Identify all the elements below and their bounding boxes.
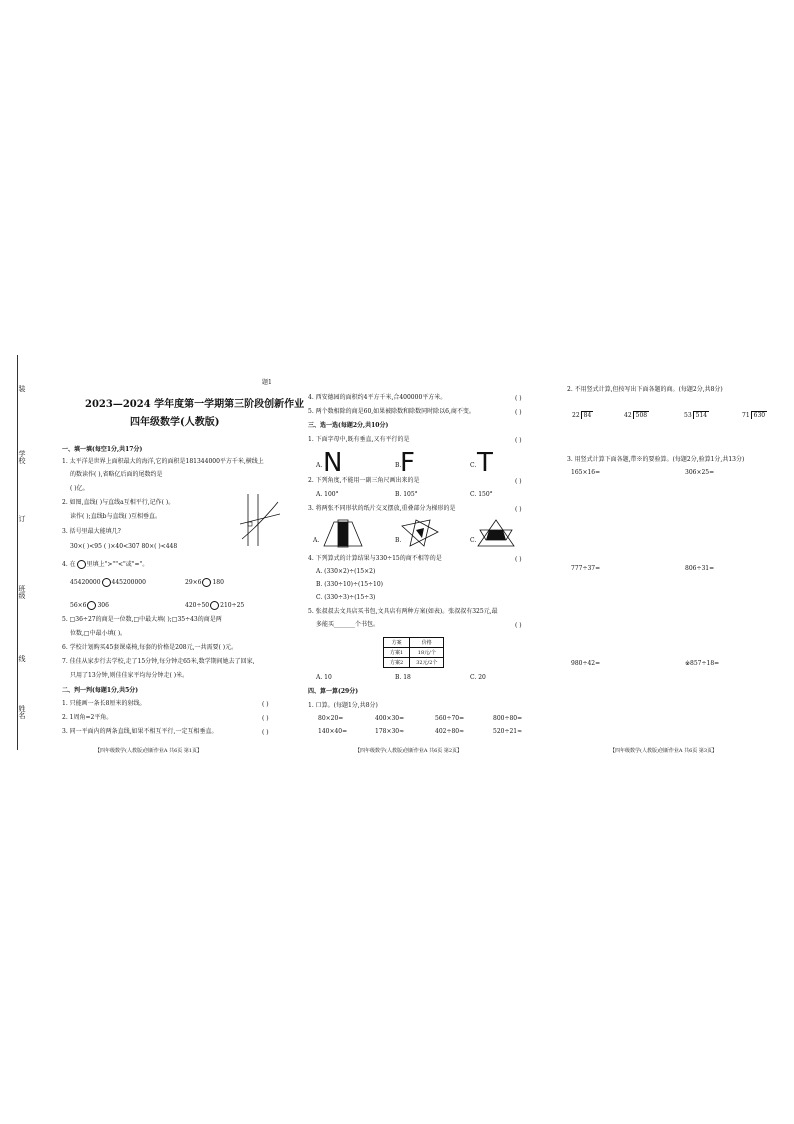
- binding-label: 订: [18, 515, 26, 522]
- long-division: [742, 413, 767, 419]
- vertical-calc: 306×25=: [685, 469, 715, 476]
- option-text: A. 100°: [316, 491, 339, 498]
- letter-option: N: [323, 448, 343, 478]
- answer-paren[interactable]: ( ): [515, 478, 522, 485]
- judge-item: 5. 两个数相除的商是60,如果被除数和除数同时除以6,商不变。: [308, 408, 475, 415]
- choice-question: 多能买_______个书包。: [316, 621, 380, 628]
- choice-question: 3. 将两张不同形状的纸片交叉摆放,重叠部分为梯形的是: [308, 505, 456, 512]
- vertical-calc: ※857÷18=: [685, 660, 720, 667]
- judge-item: 2. 1周角=2平角。: [62, 714, 113, 721]
- compare-row: [185, 578, 224, 587]
- answer-paren[interactable]: ( ): [515, 395, 522, 402]
- compare-value: 180: [212, 579, 224, 586]
- dividend: 630: [751, 411, 767, 419]
- compare-circle[interactable]: [202, 578, 211, 587]
- question-text: 位数,□中最小填( )。: [70, 630, 127, 637]
- option-text: A. 10: [316, 674, 332, 681]
- shape-option-b: [400, 518, 440, 548]
- compare-value: 45420000: [70, 579, 101, 586]
- page-footer: 【四年级数学(人教版)创新作业A 共6页 第3页】: [610, 748, 718, 754]
- option-label: A.: [316, 462, 323, 469]
- binding-label: 线: [18, 655, 26, 662]
- judge-item: 4. 西安德园的面积约4平方千米,合400000平方米。: [308, 394, 447, 401]
- divisor: 42: [624, 412, 632, 419]
- judge-item: 3. 同一平面内的两条直线,如果不相互平行,一定互相垂直。: [62, 728, 218, 735]
- dividend: 514: [693, 411, 709, 419]
- page-title: 2023—2024 学年度第一学期第三阶段创新作业: [85, 399, 305, 410]
- page-subtitle: 四年级数学(人教版): [130, 417, 220, 428]
- compare-row: [70, 601, 109, 610]
- vertical-calc: 777÷37=: [571, 565, 601, 572]
- question-text: 只用了13分钟,则佳佳家平均每分钟走( )米。: [70, 672, 189, 679]
- table-row: [384, 658, 444, 668]
- binding-label: 姓名: [18, 705, 26, 719]
- binding-label: 学校: [18, 450, 26, 464]
- oral-item: 402÷80≈: [435, 728, 465, 735]
- letter-option: T: [477, 448, 493, 478]
- answer-paren[interactable]: ( ): [515, 506, 522, 513]
- vertical-calc: 980÷42=: [571, 660, 601, 667]
- question-text: 7. 佳佳从家步行去学校,走了15分钟,每分钟走65米,数学期间她去了回家,: [62, 658, 255, 665]
- table-cell: 方案1: [384, 648, 410, 658]
- oral-item: 140×40=: [318, 728, 348, 735]
- compare-row: [185, 601, 244, 610]
- letter-option: F: [400, 448, 415, 478]
- question-text: 2. 如图,直线( )与直线a互相平行,记作( )。: [62, 499, 175, 506]
- calc-heading: 1. 口算。(每题1分,共8分): [308, 702, 378, 709]
- table-row: [384, 648, 444, 658]
- compare-circle[interactable]: [102, 578, 111, 587]
- compare-value: 29×6: [185, 579, 202, 586]
- compare-circle[interactable]: [77, 560, 86, 569]
- table-cell: 32元/2个: [410, 658, 444, 668]
- option-label: C.: [470, 462, 477, 469]
- question-text: 1. 太平洋是世界上面积最大的海洋,它的面积是181344000平方千米,横线上: [62, 458, 264, 465]
- option-text: C. 150°: [470, 491, 493, 498]
- long-division: [624, 413, 649, 419]
- long-division: [572, 413, 593, 419]
- section-heading: 一、填一填(每空1分,共17分): [62, 446, 143, 453]
- compare-value: 420÷50: [185, 602, 210, 609]
- vertical-calc: 806÷31=: [685, 565, 715, 572]
- table-header: 价格: [410, 638, 444, 648]
- divisor: 71: [742, 412, 750, 419]
- section-heading: 二、判一判(每题1分,共5分): [62, 687, 139, 694]
- section-heading: 三、选一选(每题2分,共10分): [308, 422, 389, 429]
- question-text: 的数读作( ),省略亿后面的尾数约是: [70, 471, 163, 478]
- oral-item: 520÷21≈: [493, 728, 523, 735]
- oral-item: 80×20=: [318, 715, 344, 722]
- question-text: 2. 不用竖式计算,但按写出下面各题的商。(每题2分,共8分): [567, 386, 723, 393]
- option-text: C. (330÷3)÷(15÷3): [316, 594, 376, 601]
- option-label: B.: [395, 462, 402, 469]
- option-text: B. (330÷10)÷(15÷10): [316, 581, 384, 588]
- divisor: 53: [684, 412, 692, 419]
- choice-question: 5. 张叔叔去文具店买书包,文具店有两种方案(如表)。张叔叔有325元,最: [308, 608, 498, 615]
- dividend: 508: [633, 411, 649, 419]
- option-label: A.: [313, 537, 320, 544]
- question-text: 3. 括号里最大能填几?: [62, 528, 121, 535]
- table-cell: 方案2: [384, 658, 410, 668]
- option-text: B. 18: [395, 674, 411, 681]
- binding-line: [17, 355, 18, 750]
- oral-item: 800÷80=: [493, 715, 523, 722]
- compare-circle[interactable]: [87, 601, 96, 610]
- compare-value: 445200000: [111, 579, 146, 586]
- answer-paren[interactable]: ( ): [262, 729, 269, 736]
- question-text: 5. □36÷27的商是一位数,□中最大填( );□35÷43的商是两: [62, 616, 222, 623]
- compare-value: 306: [97, 602, 109, 609]
- choice-question: 4. 下列算式的计算结果与330÷15的商不相等的是: [308, 555, 442, 562]
- option-label: C.: [470, 537, 477, 544]
- dividend: 84: [581, 411, 594, 419]
- question-text: 读作( );直线b与直线( )互相垂直。: [70, 513, 162, 520]
- q4-suffix: 里填上">""<"或"="。: [86, 561, 149, 568]
- answer-paren[interactable]: ( ): [515, 437, 522, 444]
- divisor: 22: [572, 412, 580, 419]
- long-division: [684, 413, 709, 419]
- question-text: 6. 学校计划购买45套课桌椅,每套的价格是208元,一共需要( )元。: [62, 644, 238, 651]
- compare-value: 210÷25: [220, 602, 245, 609]
- choice-question: 2. 下列角度,不能用一副三角尺画出来的是: [308, 477, 420, 484]
- choice-question: 1. 下面字母中,既有垂直,又有平行的是: [308, 436, 410, 443]
- binding-label: 装: [18, 385, 26, 392]
- answer-paren[interactable]: ( ): [515, 622, 522, 629]
- option-label: B.: [395, 537, 402, 544]
- shape-option-a: [320, 518, 365, 548]
- question-text: ( )亿。: [70, 485, 89, 492]
- oral-item: 400×30=: [375, 715, 405, 722]
- compare-value: 56×6: [70, 602, 87, 609]
- option-text: B. 105°: [395, 491, 418, 498]
- compare-row: [70, 578, 146, 587]
- question-text: 3. 用竖式计算下面各题,带※的要验算。(每题2分,验算1分,共13分): [567, 456, 745, 463]
- stamp: 题1: [262, 379, 272, 386]
- plan-table: [383, 637, 444, 668]
- lines-figure: [240, 494, 280, 546]
- judge-item: 1. 只能画一条长8厘米的射线。: [62, 700, 146, 707]
- question-text: 30×( )<95 ( )×40<307 80×( )<448: [70, 543, 178, 550]
- answer-paren[interactable]: ( ): [515, 409, 522, 416]
- vertical-calc: 165×16=: [571, 469, 601, 476]
- oral-item: 560÷70=: [435, 715, 465, 722]
- oral-item: 178×30≈: [375, 728, 405, 735]
- answer-paren[interactable]: ( ): [515, 556, 522, 563]
- binding-label: 班级: [18, 585, 26, 599]
- answer-paren[interactable]: ( ): [262, 715, 269, 722]
- option-text: C. 20: [470, 674, 486, 681]
- table-header: 方案: [384, 638, 410, 648]
- shape-option-c: [476, 518, 516, 548]
- option-text: A. (330×2)÷(15×2): [316, 568, 376, 575]
- answer-paren[interactable]: ( ): [262, 701, 269, 708]
- page-footer: 【四年级数学(人教版)创新作业A 共6页 第1页】: [95, 748, 203, 754]
- compare-circle[interactable]: [210, 601, 219, 610]
- table-cell: 18元/个: [410, 648, 444, 658]
- binding-strip: [0, 355, 26, 750]
- question-text: [62, 560, 148, 569]
- page-footer: 【四年级数学(人教版)创新作业A 共6页 第2页】: [355, 748, 463, 754]
- section-heading: 四、算一算(29分): [308, 688, 359, 695]
- q4-prefix: 4. 在: [62, 561, 76, 568]
